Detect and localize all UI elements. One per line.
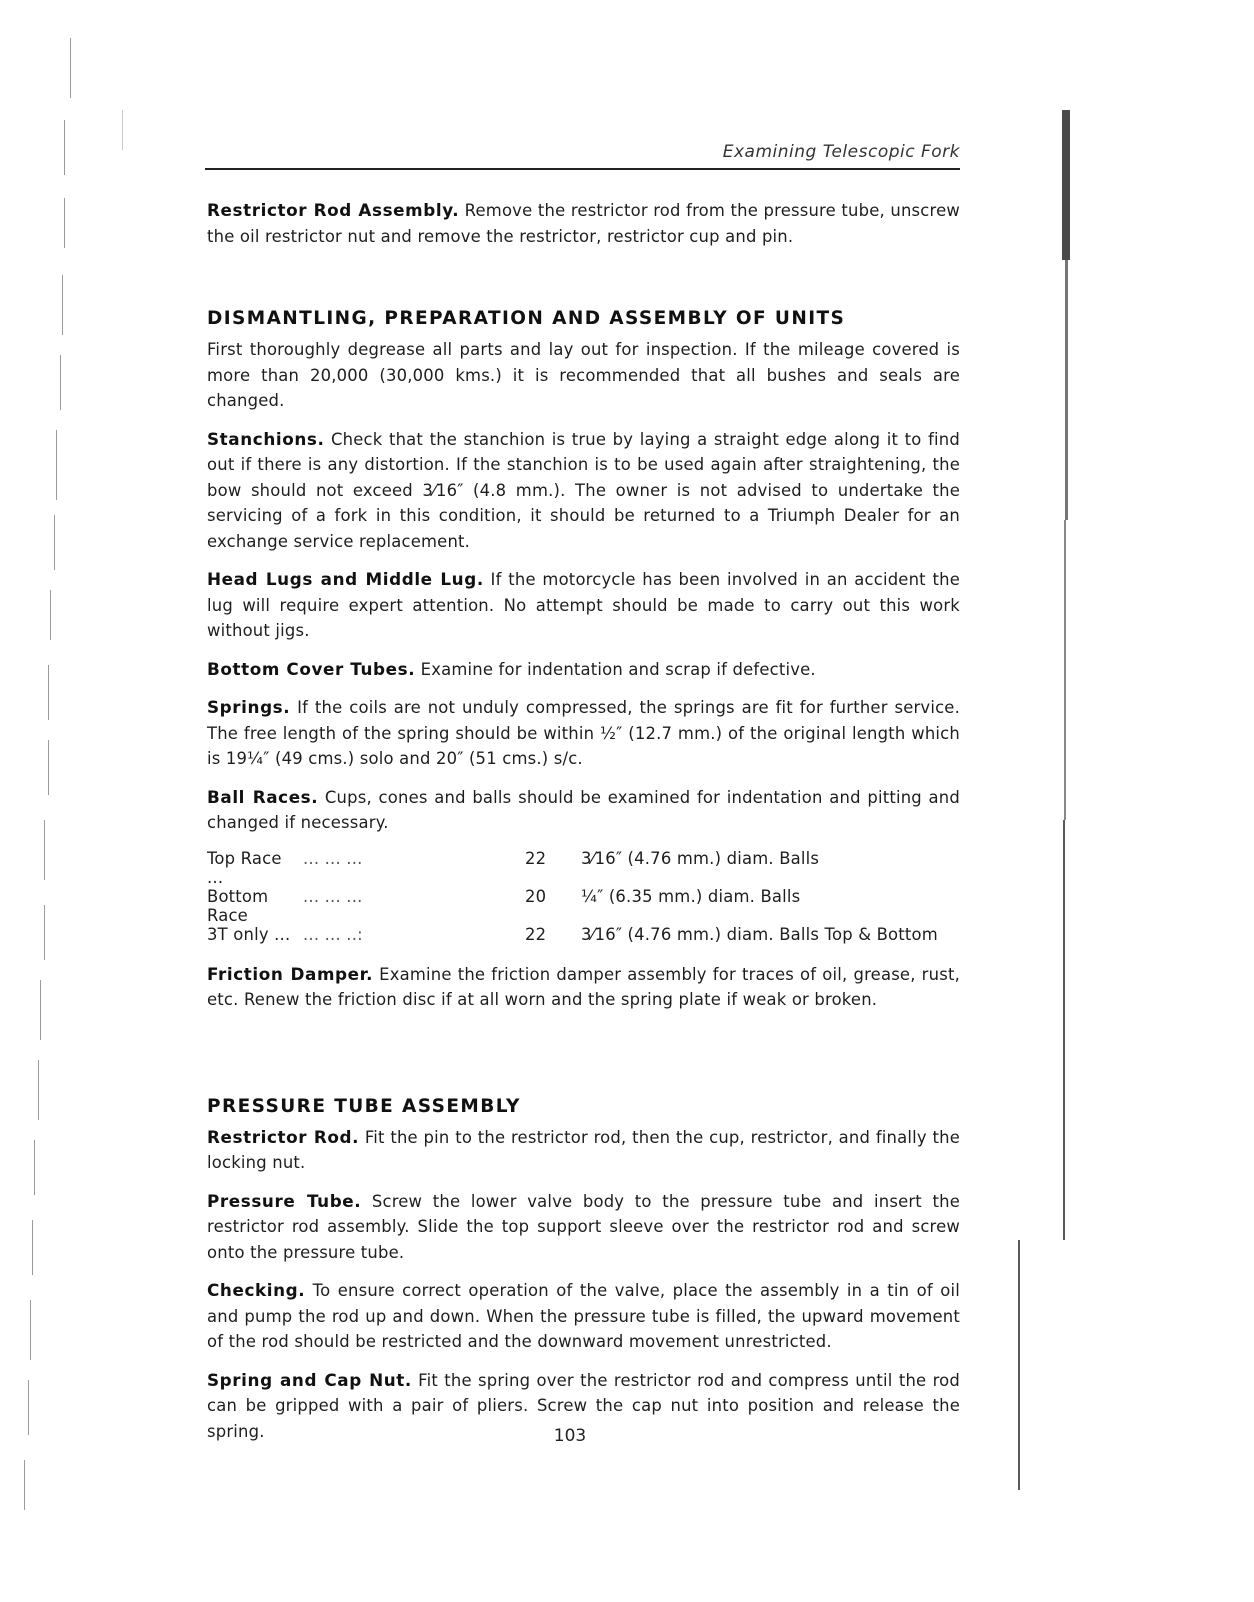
scan-margin-right [1062, 110, 1080, 1510]
table-row [207, 925, 960, 950]
paragraph-lead: Pressure Tube. [207, 1190, 362, 1211]
ball-spec: 3⁄16″ (4.76 mm.) diam. Balls Top & Bottom [581, 924, 938, 944]
stanchions-paragraph [207, 427, 960, 555]
paragraph-text: Check that the stanchion is true by laying a straight edge along it to find out if there is any distortion. If the stanchion is to be used again after straightening, the bow should not exceed 3⁄16″ (4.8 mm.). The owner is not advised to undertake the servicing of a fork in this condition, it should be returned to a Triumph Dealer for an exchange service replacement. [207, 429, 960, 551]
paragraph-text: Examine for indentation and scrap if defective. [420, 659, 816, 679]
springs-paragraph [207, 695, 960, 772]
restrictor-rod-paragraph [207, 1125, 960, 1176]
paragraph-text: Remove the restrictor rod from the pressure tube, unscrew the oil restrictor nut and remove the restrictor, restrictor cup and pin. [207, 201, 960, 246]
race-name: 3T only ... [207, 924, 291, 944]
section-spacer [207, 1026, 960, 1096]
paragraph-lead: Restrictor Rod. [207, 1126, 360, 1147]
head-lugs-paragraph [207, 567, 960, 644]
ball-races-paragraph [207, 785, 960, 836]
section-heading: DISMANTLING, PREPARATION AND ASSEMBLY OF UNITS [207, 308, 846, 329]
race-name: Top Race ... [207, 848, 282, 887]
leader-dots: ... ... ... [303, 848, 363, 868]
paragraph-lead: Checking. [207, 1280, 306, 1300]
checking-paragraph [207, 1278, 960, 1355]
paragraph-lead: Friction Damper. [207, 963, 374, 984]
friction-damper-paragraph [207, 962, 960, 1013]
race-name: Bottom Race [207, 886, 269, 925]
table-row [207, 887, 960, 925]
paragraph-text: Screw the lower valve body to the pressure tube and insert the restrictor rod assembly. Slide the top support sleeve over the restrictor rod and screw onto the pressure tube. [207, 1191, 960, 1262]
section-heading: PRESSURE TUBE ASSEMBLY [207, 1095, 521, 1117]
paragraph-text: If the motorcycle has been involved in an accident the lug will require expert attention. No attempt should be made to carry out this work without jigs. [207, 570, 960, 640]
ball-spec: 3⁄16″ (4.76 mm.) diam. Balls [581, 848, 820, 868]
pressure-tube-paragraph [207, 1189, 960, 1266]
paragraph-lead: Restrictor Rod Assembly. [207, 200, 460, 220]
page-body [207, 198, 960, 1457]
header-rule [205, 168, 960, 170]
section-spacer [207, 262, 960, 308]
leader-dots: ... ... ... [303, 886, 363, 906]
paragraph-text: To ensure correct operation of the valve, place the assembly in a tin of oil and pump the rod up and down. When the pressure tube is filled, the upward movement of the rod should be restricted and the downward movement unrestricted. [207, 1281, 960, 1351]
ball-count: 22 [525, 924, 547, 944]
ball-count: 22 [525, 848, 547, 868]
paragraph-lead: Head Lugs and Middle Lug. [207, 569, 484, 589]
page-number: 103 [553, 1426, 587, 1446]
paragraph-text: If the coils are not unduly compressed, the springs are fit for further service. The free length of the spring should be within ½″ (12.7 mm.) of the original length which is 19¼″ (49 cms.) solo and 20″ (51 cms.) s/c. [207, 698, 960, 768]
paragraph-lead: Bottom Cover Tubes. [207, 658, 416, 679]
paragraph-lead: Ball Races. [207, 786, 319, 807]
table-row [207, 849, 960, 887]
paragraph-lead: Spring and Cap Nut. [207, 1369, 412, 1390]
paragraph-text: Fit the spring over the restrictor rod and compress until the rod can be gripped with a pair of pliers. Screw the cap nut into position and release the spring. [207, 1370, 960, 1441]
paragraph-text: Examine the friction damper assembly for traces of oil, grease, rust, etc. Renew the friction disc if at all worn and the spring plate if weak or broken. [207, 964, 960, 1009]
paragraph-lead: Stanchions. [207, 428, 325, 449]
paragraph-text: Fit the pin to the restrictor rod, then the cup, restrictor, and finally the locking nut. [207, 1127, 960, 1172]
leader-dots: ... ... ..: [303, 924, 363, 944]
bottom-cover-tubes-paragraph [207, 657, 960, 683]
scan-margin-left [18, 20, 78, 1580]
ball-count: 20 [525, 886, 547, 906]
intro-paragraph: First thoroughly degrease all parts and lay out for inspection. If the mileage covered is more than 20,000 (30,000 kms.) it is recommended that all bushes and seals are changed. [207, 340, 960, 410]
paragraph-text: Cups, cones and balls should be examined for indentation and pitting and changed if necessary. [207, 787, 960, 832]
paragraph-lead: Springs. [207, 697, 291, 717]
ball-spec: ¼″ (6.35 mm.) diam. Balls [581, 886, 801, 906]
restrictor-rod-assembly-paragraph [207, 198, 960, 249]
running-title: Examining Telescopic Fork [722, 142, 960, 162]
ball-races-table [207, 849, 960, 950]
